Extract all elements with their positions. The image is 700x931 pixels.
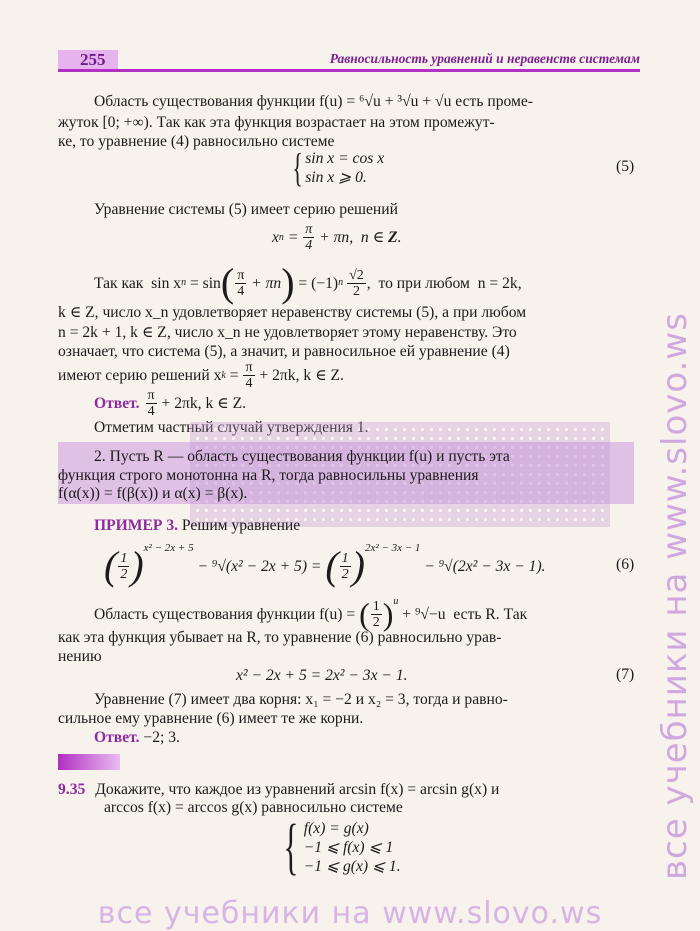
frac-num: 1 [341,550,349,566]
paren-open: ( [220,260,235,305]
para-1-line-2: жуток [0; +∞). Так как эта функция возрастает на этом промежут- [58,114,495,131]
frac-num: π [147,388,155,403]
para-4-line-4: имеют серию решений x k = $\frac{\pi}{4}$ + 2πk, k ∈ Z. [58,360,344,391]
frac-den: 4 [147,404,155,419]
frac-num: π [305,222,313,237]
equation-number-7: (7) [616,666,635,683]
answer-2-text: −2; 3. [139,729,180,746]
example-text: Решим уравнение [178,517,301,534]
para-1-line-1: Область существования функции f(u) = ⁶√u + ³√u + √u есть проме- [94,93,533,110]
para-7-line-2: сильное ему уравнение (6) имеет те же корни. [58,710,364,727]
system-5-line-1: sin x = cos x [305,150,385,167]
frac-num: 1 [372,598,380,614]
system-5 [288,145,385,190]
p4-rest: + 2πk, k ∈ Z. [255,367,344,384]
set-Z: Z [388,229,398,246]
frac-den: 2 [120,566,128,582]
side-watermark-text: все учебники на www.slovo.ws [655,312,695,880]
frac-den: 2 [352,283,360,299]
equation-number-6: (6) [616,556,635,573]
exercise-9-35-line-1 [58,780,499,799]
paren-close: ) [382,596,394,632]
fraction-1-2 [118,551,129,582]
answer-label: Ответ. [94,395,140,412]
p4-eq: = [225,367,243,384]
xn-eq: = [283,229,303,246]
system-exercise [276,813,401,881]
fraction-pi-4-b [235,268,246,299]
root-1: − ⁹√(x² − 2x + 5) = [193,557,326,575]
frac-den: 4 [245,376,253,391]
statement-2-line-1: 2. Пусть R — область существования функции f(u) и пусть эта [94,448,510,465]
example-label: ПРИМЕР 3. [94,517,179,534]
exercise-marker-bar [58,754,120,770]
p3-start: Так как sin x [94,274,182,292]
frac-den: 2 [341,566,349,582]
side-watermark [655,100,697,880]
p6-l1b: + ⁹√−u есть R. Так [398,605,528,623]
exercise-line-1-text: Докажите, что каждое из уравнений arcsin f(x) = arcsin g(x) и [95,781,500,798]
header-rule [58,69,640,72]
brace: { [292,145,303,190]
equation-7: x² − 2x + 5 = 2x² − 3x − 1. [236,667,408,684]
frac-num: π [245,360,253,375]
p6-l1a: Область существования функции f(u) = [94,605,360,623]
paren-open-2: ( [325,543,339,588]
fraction-sqrt2-2 [347,268,366,299]
page-number-box [58,50,118,70]
para-6-line-1: Область существования функции f(u) = ( $\frac{1}{2}$ ) $^u$ + ⁹√−u есть R. Так [94,596,528,632]
fraction-pi-4 [303,222,314,253]
fraction-1-2-c [371,599,382,630]
p3-end: , то при любом n = 2k, [366,274,522,292]
para-4-line-3: означает, что система (5), а значит, и равносильное ей уравнение (4) [58,343,510,360]
example-3-heading [94,516,300,535]
p3-mid: = sin [186,274,221,292]
system-5-line-2: sin x ⩾ 0. [305,169,367,186]
para-7-line-1: Уравнение (7) имеет два корня: x₁ = −2 и x₂ = 3, тогда и равно- [94,691,508,708]
xn-dot: . [397,229,402,246]
frac-num: √2 [349,267,364,283]
para-4-line-2: n = 2k + 1, k ∈ Z, число x_n не удовлетворяет этому неравенству. Это [58,324,517,341]
frac-den: 4 [237,283,245,299]
page-number: 255 [80,50,106,69]
answer-2 [94,728,180,747]
equation-xn: x n = $\frac{\pi}{4}$ + πn, n ∈ Z . [272,222,402,253]
page-header [58,50,640,70]
xn-rest: + πn, n ∈ [315,229,389,246]
para-3: Так как sin x n = sin ( $\frac{\pi}{4}$ + πn ) = (−1) n $\frac{√2}{2}$ , то при любом n = 2k, [94,260,522,305]
answer-label: Ответ. [94,729,140,746]
statement-2-line-3: f(α(x)) = f(β(x)) и α(x) = β(x). [58,485,248,502]
paren-close-2: ) [351,543,365,588]
brace: { [283,813,299,881]
bottom-watermark: все учебники на www.slovo.ws [97,896,603,931]
frac-den: 2 [372,614,380,630]
fraction-1-2-b [340,551,351,582]
para-2: Уравнение системы (5) имеет серию решений [94,201,398,218]
system-line-1: f(x) = g(x) [303,819,369,837]
para-4-line-1: k ∈ Z, число x_n удовлетворяет неравенству системы (5), а при любом [58,304,527,321]
xn-var: x [272,229,279,246]
answer-1 [94,388,246,419]
system-line-2: −1 ⩽ f(x) ⩽ 1 [303,838,394,856]
running-title: Равносильность уравнений и неравенств системам [329,51,640,66]
frac-num: 1 [120,550,128,566]
para-1-line-3: ке, то уравнение (4) равносильно системе [58,133,335,150]
system-line-3: −1 ⩽ g(x) ⩽ 1. [303,857,401,875]
exercise-9-35-line-2: arccos f(x) = arccos g(x) равносильно системе [104,799,403,816]
fraction-pi-4-d [146,388,157,419]
paren-open: ( [104,543,118,588]
p3-res: = (−1) [294,274,339,292]
exercise-number: 9.35 [58,781,86,798]
para-6-line-2: как эта функция убывает на R, то уравнение (6) равносильно урав- [58,629,502,646]
frac-num: π [237,267,245,283]
paren-close: ) [281,260,295,305]
root-2: − ⁹√(2x² − 3x − 1). [420,557,546,575]
answer-1-rest: + 2πk, k ∈ Z. [157,395,247,412]
para-5: Отметим частный случай утверждения 1. [94,419,369,436]
paren-open: ( [359,596,370,632]
fraction-pi-4-c [243,360,254,391]
equation-6: ( $\frac{1}{2}$ ) $^{x^2 - 2x + 5}$ − ⁹√(x² − 2x + 5) = ( $\frac{1}{2}$ ) $^{2x^2 - 3x - 1}$ − ⁹√(2x² − 3x − 1). [104,542,546,588]
equation-number-5: (5) [616,158,635,175]
p3-inner: + πn [247,274,282,292]
paren-close: ) [130,543,144,588]
frac-den: 4 [305,238,313,253]
p4-l4a: имеют серию решений x [58,367,222,384]
para-6-line-3: нению [58,648,102,665]
statement-2-line-2: функция строго монотонна на R, тогда равносильны уравнения [58,467,479,484]
